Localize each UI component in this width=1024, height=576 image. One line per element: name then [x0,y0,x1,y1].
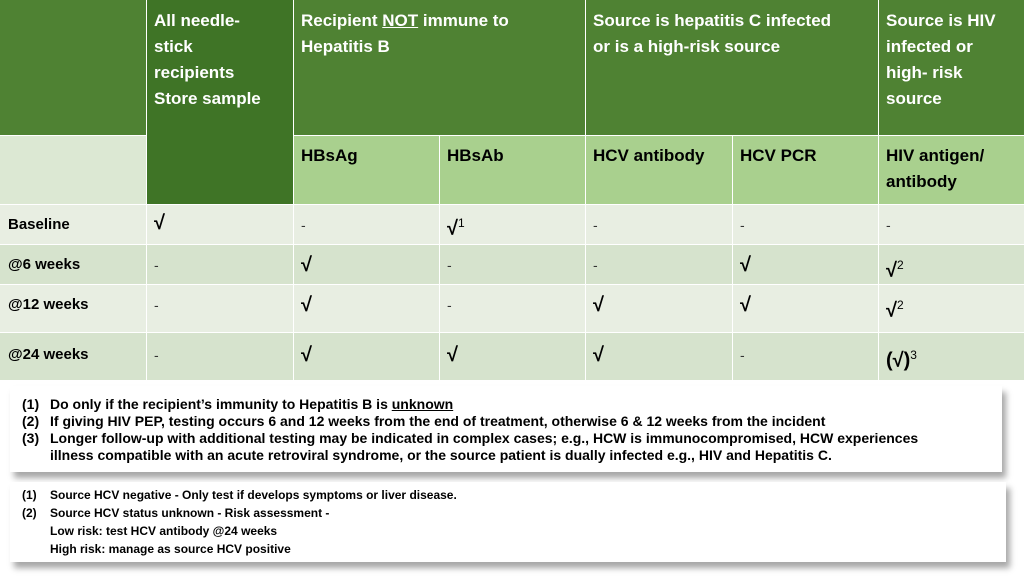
row-check: √$^2$ [878,284,1024,332]
row-dash: - [146,332,293,380]
grid-divider [0,244,1024,245]
row-check: √ [293,284,439,332]
header-all-recipients-line: recipients [154,63,235,82]
footnote-ref: 2 [896,298,904,312]
subheader-hiv-antigen: HIV antigen/ antibody [878,135,1024,204]
grid-divider [585,0,586,380]
header-all-recipients-line: stick [154,37,193,56]
row-check: √ [732,244,878,284]
row-check: √ [293,332,439,380]
not-emphasis: NOT [382,11,419,30]
row-label: Baseline [0,204,146,244]
row-check: √ [293,244,439,284]
header-hepatitis-c: Source is hepatitis C infected or is a high-risk source [585,0,878,135]
subheader-corner [0,135,146,204]
row-check: √ [585,284,732,332]
footnote-ref: 3 [910,348,917,362]
header-all-recipients-line: All needle- [154,11,240,30]
header-hepatitis-b: Recipient NOT immune to Hepatitis B [293,0,585,135]
row-check: √ [439,332,585,380]
row-label: @12 weeks [0,284,146,332]
header-corner [0,0,146,135]
row-check: √$^1$ [439,204,585,244]
row-dash: - [439,244,585,284]
row-dash: - [439,284,585,332]
subheader-hbsab: HBsAb [439,135,585,204]
subheader-hcv-pcr: HCV PCR [732,135,878,204]
row-label: @6 weeks [0,244,146,284]
grid-divider [293,135,1024,136]
row-dash: - [878,204,1024,244]
subheader-hcv-antibody: HCV antibody [585,135,732,204]
header-all-recipients [146,0,293,204]
grid-divider [732,135,733,380]
row-check: √ [732,284,878,332]
header-all-recipients-line: Store sample [154,89,261,108]
footnote-ref: 1 [457,216,465,230]
grid-divider [0,332,1024,333]
subheader-hbsag: HBsAg [293,135,439,204]
row-check: √ [146,204,293,244]
row-dash: - [585,204,732,244]
grid-divider [293,0,294,380]
grid-divider [146,0,147,380]
grid-divider [878,0,879,380]
row-check: √ [585,332,732,380]
grid-divider [0,284,1024,285]
row-dash: - [293,204,439,244]
grid-divider [0,135,146,136]
footnote-ref: 2 [896,258,904,272]
header-hiv: Source is HIV infected or high- risk source [878,0,1024,135]
row-dash: - [585,244,732,284]
row-dash: - [732,204,878,244]
row-dash: - [146,244,293,284]
grid-divider [0,204,1024,205]
row-check: √$^2$ [878,244,1024,284]
grid-divider [439,135,440,380]
row-dash: - [146,284,293,332]
row-label: @24 weeks [0,332,146,380]
row-dash: - [732,332,878,380]
row-check: (√)$^3$ [878,332,1024,380]
